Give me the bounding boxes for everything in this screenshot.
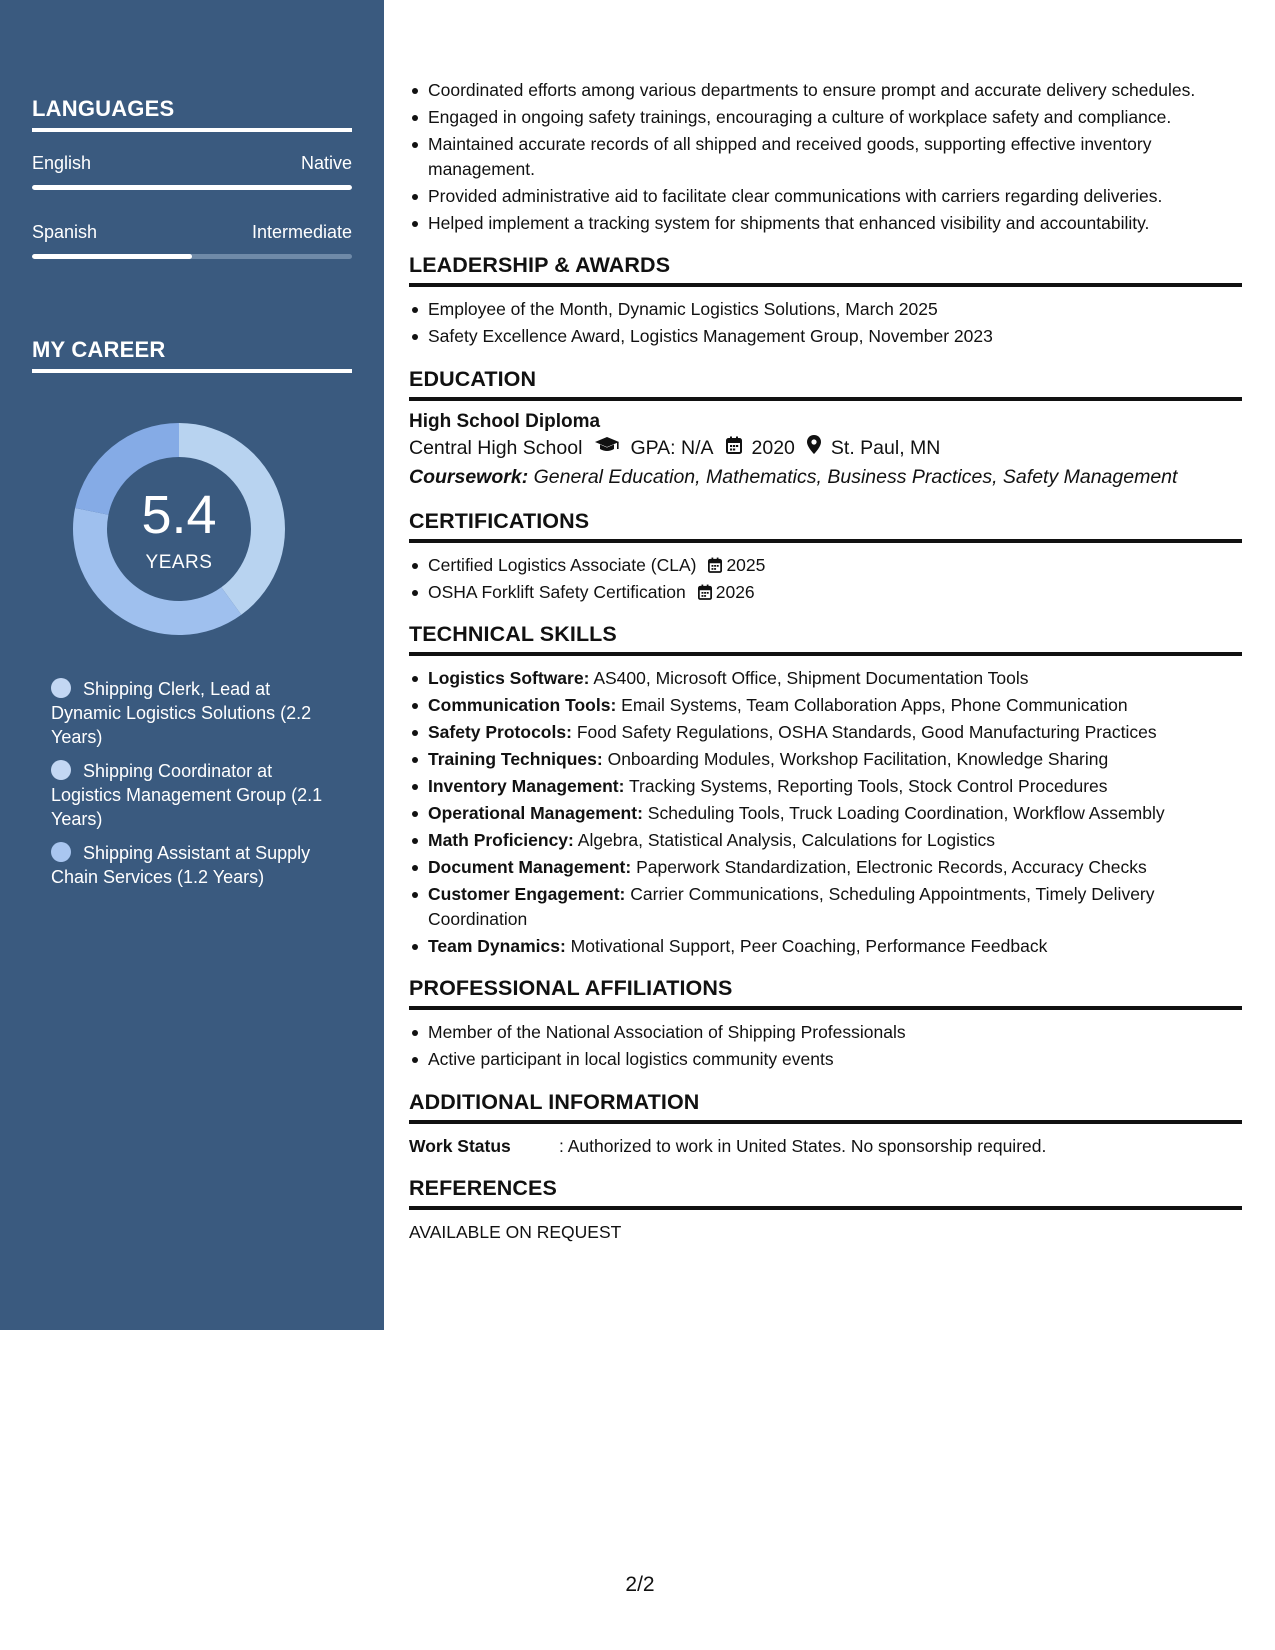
awards-list <box>409 297 1242 349</box>
language-name: English <box>32 153 92 173</box>
page-number: 2/2 <box>625 1573 655 1596</box>
career-heading: MY CAREER <box>32 337 352 373</box>
skill-text: Carrier Communications, Scheduling Appointments, Timely Delivery Coordination <box>428 884 1155 929</box>
skill-label: Inventory Management: <box>428 776 625 796</box>
language-bar-spanish <box>32 254 352 259</box>
certification-name: OSHA Forklift Safety Certification <box>428 581 686 602</box>
career-item-text: Shipping Coordinator at Logistics Management Group (2.1 Years) <box>51 761 323 829</box>
affiliations-list <box>409 1020 1242 1072</box>
skill-item <box>409 693 1242 718</box>
affiliation-item: Active participant in local logistics community events <box>409 1047 1242 1072</box>
languages-heading: LANGUAGES <box>32 96 352 132</box>
skill-label: Math Proficiency: <box>428 830 574 850</box>
skill-text: Tracking Systems, Reporting Tools, Stock Control Procedures <box>628 776 1108 796</box>
skill-item <box>409 882 1242 931</box>
career-total-unit: YEARS <box>145 552 213 573</box>
skill-label: Operational Management: <box>428 803 643 823</box>
certification-year: 2026 <box>715 581 755 602</box>
education-heading: EDUCATION <box>409 367 1242 401</box>
certification-item <box>409 580 1242 605</box>
career-list <box>51 677 341 899</box>
language-bar-fill <box>32 185 352 190</box>
experience-bullet: Provided administrative aid to facilitate clear communications with carriers regarding deliveries. <box>409 184 1242 209</box>
coursework-text: General Education, Mathematics, Business Practices, Safety Management <box>533 465 1178 488</box>
career-item-text: Shipping Assistant at Supply Chain Services (1.2 Years) <box>51 843 311 887</box>
skill-text: Onboarding Modules, Workshop Facilitation, Knowledge Sharing <box>607 749 1109 769</box>
additional-info-heading: ADDITIONAL INFORMATION <box>409 1090 1242 1124</box>
language-row-spanish <box>32 222 352 243</box>
career-dot-icon <box>51 760 71 780</box>
education-year: 2020 <box>751 436 795 459</box>
work-status-value: : Authorized to work in United States. No sponsorship required. <box>559 1135 1047 1156</box>
skill-text: Algebra, Statistical Analysis, Calculations for Logistics <box>577 830 996 850</box>
career-dot-icon <box>51 842 71 862</box>
experience-bullet: Engaged in ongoing safety trainings, encouraging a culture of workplace safety and compliance. <box>409 105 1242 130</box>
career-dot-icon <box>51 678 71 698</box>
education-coursework <box>409 463 1242 491</box>
certification-date <box>698 582 755 602</box>
main-content <box>409 78 1242 1244</box>
career-item <box>51 677 341 749</box>
certifications-heading: CERTIFICATIONS <box>409 509 1242 543</box>
certification-date <box>708 555 765 575</box>
certification-name: Certified Logistics Associate (CLA) <box>428 554 697 575</box>
experience-bullets <box>409 78 1242 235</box>
career-item-text: Shipping Clerk, Lead at Dynamic Logistics Solutions (2.2 Years) <box>51 679 312 747</box>
skill-item <box>409 934 1242 959</box>
references-heading: REFERENCES <box>409 1176 1242 1210</box>
skill-label: Safety Protocols: <box>428 722 572 742</box>
skill-item <box>409 855 1242 880</box>
sidebar <box>0 0 384 1330</box>
awards-heading: LEADERSHIP & AWARDS <box>409 253 1242 287</box>
award-item: Safety Excellence Award, Logistics Management Group, November 2023 <box>409 324 1242 349</box>
coursework-label: Coursework: <box>409 465 529 488</box>
language-row-english <box>32 153 352 174</box>
experience-bullet: Coordinated efforts among various departments to ensure prompt and accurate delivery schedules. <box>409 78 1242 103</box>
skills-heading: TECHNICAL SKILLS <box>409 622 1242 656</box>
language-bar-english <box>32 185 352 190</box>
language-level: Native <box>300 153 352 173</box>
skill-text: Food Safety Regulations, OSHA Standards, Good Manufacturing Practices <box>576 722 1157 742</box>
skill-item <box>409 801 1242 826</box>
skills-list <box>409 666 1242 958</box>
references-text: AVAILABLE ON REQUEST <box>409 1221 622 1242</box>
affiliations-heading: PROFESSIONAL AFFILIATIONS <box>409 976 1242 1010</box>
work-status-row <box>409 1134 1242 1158</box>
skill-label: Document Management: <box>428 857 632 877</box>
skill-text: Motivational Support, Peer Coaching, Performance Feedback <box>570 935 1048 956</box>
education-school: Central High School <box>409 436 583 459</box>
career-item <box>51 841 341 889</box>
skill-label: Logistics Software: <box>428 668 590 688</box>
skill-item <box>409 720 1242 745</box>
skill-text: Paperwork Standardization, Electronic Records, Accuracy Checks <box>636 857 1147 877</box>
language-level: Intermediate <box>251 222 352 242</box>
calendar-icon <box>698 584 712 600</box>
skill-label: Training Techniques: <box>428 749 603 769</box>
certifications-list <box>409 553 1242 605</box>
skill-label: Team Dynamics: <box>428 935 566 956</box>
experience-bullet: Helped implement a tracking system for shipments that enhanced visibility and accountability. <box>409 211 1242 236</box>
map-pin-icon <box>807 433 821 463</box>
certification-item <box>409 553 1242 578</box>
skill-item <box>409 774 1242 799</box>
skill-label: Communication Tools: <box>428 695 617 715</box>
graduation-cap-icon <box>594 433 620 463</box>
skill-text: Email Systems, Team Collaboration Apps, Phone Communication <box>621 695 1128 715</box>
skill-item <box>409 747 1242 772</box>
career-item <box>51 759 341 831</box>
education-degree: High School Diploma <box>409 410 601 432</box>
career-total-years: 5.4 <box>141 485 217 545</box>
calendar-icon <box>726 433 742 463</box>
language-bar-fill <box>32 254 192 259</box>
work-status-label: Work Status <box>409 1135 511 1156</box>
skill-item <box>409 828 1242 853</box>
skill-text: Scheduling Tools, Truck Loading Coordination, Workflow Assembly <box>647 803 1165 823</box>
calendar-icon <box>708 557 722 573</box>
education-location: St. Paul, MN <box>830 436 941 459</box>
education-details <box>409 433 1242 463</box>
skill-label: Customer Engagement: <box>428 884 626 904</box>
experience-bullet: Maintained accurate records of all shipped and received goods, supporting effective inventory management. <box>409 132 1242 181</box>
affiliation-item: Member of the National Association of Shipping Professionals <box>409 1020 1242 1045</box>
award-item: Employee of the Month, Dynamic Logistics Solutions, March 2025 <box>409 297 1242 322</box>
education-gpa: GPA: N/A <box>630 436 714 459</box>
skill-item <box>409 666 1242 691</box>
language-name: Spanish <box>32 222 98 242</box>
certification-year: 2025 <box>726 554 766 575</box>
skill-text: AS400, Microsoft Office, Shipment Documentation Tools <box>593 668 1029 688</box>
